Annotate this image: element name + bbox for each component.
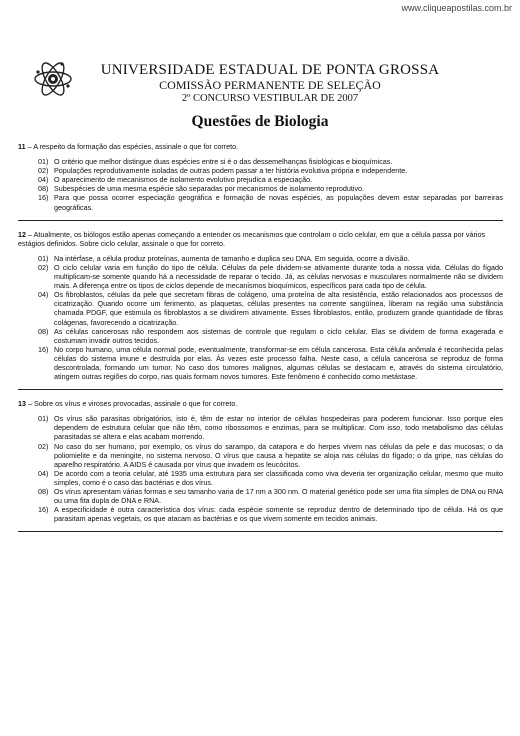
option-08 <box>38 184 503 193</box>
option-02 <box>38 263 503 290</box>
option-text: Na intérfase, a célula produz proteínas, aumenta de tamanho e duplica seu DNA. Em seguida, ocorre a divisão. <box>54 253 410 263</box>
option-text: Subespécies de uma mesma espécie são separadas por mecanismos de isolamento reprodutivo. <box>54 184 365 194</box>
option-16 <box>38 505 503 523</box>
option-01 <box>38 254 503 263</box>
option-text: No caso do ser humano, por exemplo, os vírus do sarampo, da catapora e do herpes vivem nas células da pele e das mucosas; o da poliomielite e da meningite, no sistema nervoso. O vírus que causa a hepatite se aloja nas células do fígado; o da gripe, nas células do aparelho respiratório. A AIDS é causada por vírus que invadem os leucócitos. <box>54 441 503 469</box>
option-04 <box>38 175 503 184</box>
option-number: 02) <box>38 262 49 272</box>
page-title: Questões de Biologia <box>191 113 329 130</box>
option-number: 04) <box>38 175 49 185</box>
option-16 <box>38 345 503 381</box>
option-number: 16) <box>38 344 49 354</box>
option-text: De acordo com a teoria celular, até 1935 uma estrutura para ser classificada como viva deveria ter organização celular, mesmo que muito simples, como é o caso das bactérias e dos vírus. <box>54 468 503 487</box>
option-number: 01) <box>38 157 49 167</box>
option-number: 16) <box>38 193 49 203</box>
question-13 <box>18 399 503 523</box>
option-02 <box>38 442 503 469</box>
option-number: 02) <box>38 441 49 451</box>
exam-header <box>80 62 460 105</box>
option-number: 08) <box>38 487 49 496</box>
university-seal-icon <box>32 58 74 100</box>
question-number: 12 <box>18 229 26 239</box>
option-number: 04) <box>38 468 49 478</box>
option-04 <box>38 469 503 487</box>
question-12 <box>18 230 503 382</box>
question-11 <box>18 142 503 212</box>
option-text: O aparecimento de mecanismos de isolamento evolutivo prejudica a especiação. <box>54 175 313 185</box>
option-number: 04) <box>38 290 49 300</box>
option-text: Os vírus apresentam várias formas e seu tamanho varia de 17 nm a 300 nm. O material genético pode ser uma fita simples de DNA ou RNA ou uma fita dupla de DNA e RNA. <box>54 487 503 506</box>
university-name: UNIVERSIDADE ESTADUAL DE PONTA GROSSA <box>100 62 440 78</box>
option-text: A especificidade é outra característica dos vírus: cada espécie somente se reproduz dentro de determinado tipo de célula. Há os que parasitam apenas vegetais, os que atacam as bactérias e os que vivem somente em tecidos animais. <box>54 505 503 524</box>
question-stem <box>18 230 503 248</box>
option-16 <box>38 193 503 211</box>
section-divider <box>18 389 503 390</box>
option-text: As células cancerosas não respondem aos sistemas de controle que regulam o ciclo celular. Elas se dividem de forma exagerada e costumam invadir outros tecidos. <box>54 326 503 345</box>
option-04 <box>38 290 503 326</box>
question-stem-text: – Sobre os vírus e viroses provocadas, assinale o que for correto. <box>26 399 238 409</box>
question-number: 11 <box>18 142 26 151</box>
contest-name: 2º CONCURSO VESTIBULAR DE 2007 <box>181 93 359 104</box>
option-number: 01) <box>38 253 49 263</box>
option-number: 01) <box>38 414 49 424</box>
question-stem <box>18 142 503 151</box>
option-text: No corpo humano, uma célula normal pode, eventualmente, transformar-se em célula cancerosa. Esta célula anômala é reconhecida pelas células do sistema imune e destruída por elas. Às vezes este processo falha. Neste caso, a célula cancerosa se reproduz de forma descontrolada, formando um tumor. No caso dos tumores malignos, algumas células se destacam e, através do sistema circulatório, atingem outras regiões do corpo, nas quais formam novos tumores. Este fenômeno é conhecido como metástase. <box>54 344 503 382</box>
option-text: Populações reprodutivamente isoladas de outras podem passar a ter história evolutiva própria e independente. <box>54 166 408 176</box>
option-number: 08) <box>38 184 49 194</box>
question-stem-text: – A respeito da formação das espécies, assinale o que for correto. <box>25 142 239 151</box>
section-divider <box>18 220 503 221</box>
option-number: 02) <box>38 166 49 176</box>
option-number: 08) <box>38 326 49 336</box>
option-text: Os vírus são parasitas obrigatórios, isto é, têm de estar no interior de células hospedeiras para poderem funcionar. Isso porque eles dependem de estrutura celular que não têm, como ribossomos e enzimas, para se multiplicar. Com isso, todo metabolismo das células parasitadas se altera e elas acabam morrendo. <box>54 414 503 442</box>
option-text: O ciclo celular varia em função do tipo de célula. Células da pele dividem-se ativamente durante toda a nossa vida. Células do fígado multiplicam-se somente quando há a necessidade de reparar o tecido. Já, as células nervosas e musculares normalmente não se dividem mais. A diferença entre os tipos de ciclos depende de mecanismos bioquímicos, específicos para cada tipo de célula. <box>54 262 503 291</box>
option-08 <box>38 327 503 345</box>
question-number: 13 <box>18 399 26 409</box>
option-08 <box>38 487 503 505</box>
question-stem <box>18 399 503 408</box>
option-01 <box>38 414 503 441</box>
option-text: O critério que melhor distingue duas espécies entre si é o das dessemelhanças fisiológicas e bioquímicas. <box>54 157 393 167</box>
option-02 <box>38 166 503 175</box>
watermark-url[interactable]: www.cliqueapostilas.com.br <box>401 3 512 13</box>
option-01 <box>38 157 503 166</box>
commission-name: COMISSÃO PERMANENTE DE SELEÇÃO <box>159 78 381 92</box>
option-text: Para que possa ocorrer especiação geográfica e formação de novas espécies, as populações devem estar separadas por barreiras geográficas. <box>54 193 503 212</box>
question-stem-text: – Atualmente, os biólogos estão apenas começando a entender os mecanismos que controlam o ciclo celular, em que a célula passa por vários estágios definidos. Sobre ciclo celular, assinale o que for correto. <box>18 229 486 248</box>
section-divider <box>18 531 503 532</box>
option-number: 16) <box>38 505 49 515</box>
questions-container <box>18 142 503 541</box>
option-text: Os fibroblastos, células da pele que secretam fibras de colágeno, uma proteína de alta resistência, estão relacionados aos processos de cicatrização. Quando ocorre um ferimento, as plaquetas, células presentes na corrente sangüínea, liberam na região uma substância chamada PDGF, que estimula os fibroblastos a se dividirem ativamente. Esses fibroblastos, então, produzem grande quantidade de fibras colágenas, favorecendo a cicatrização. <box>54 290 503 327</box>
